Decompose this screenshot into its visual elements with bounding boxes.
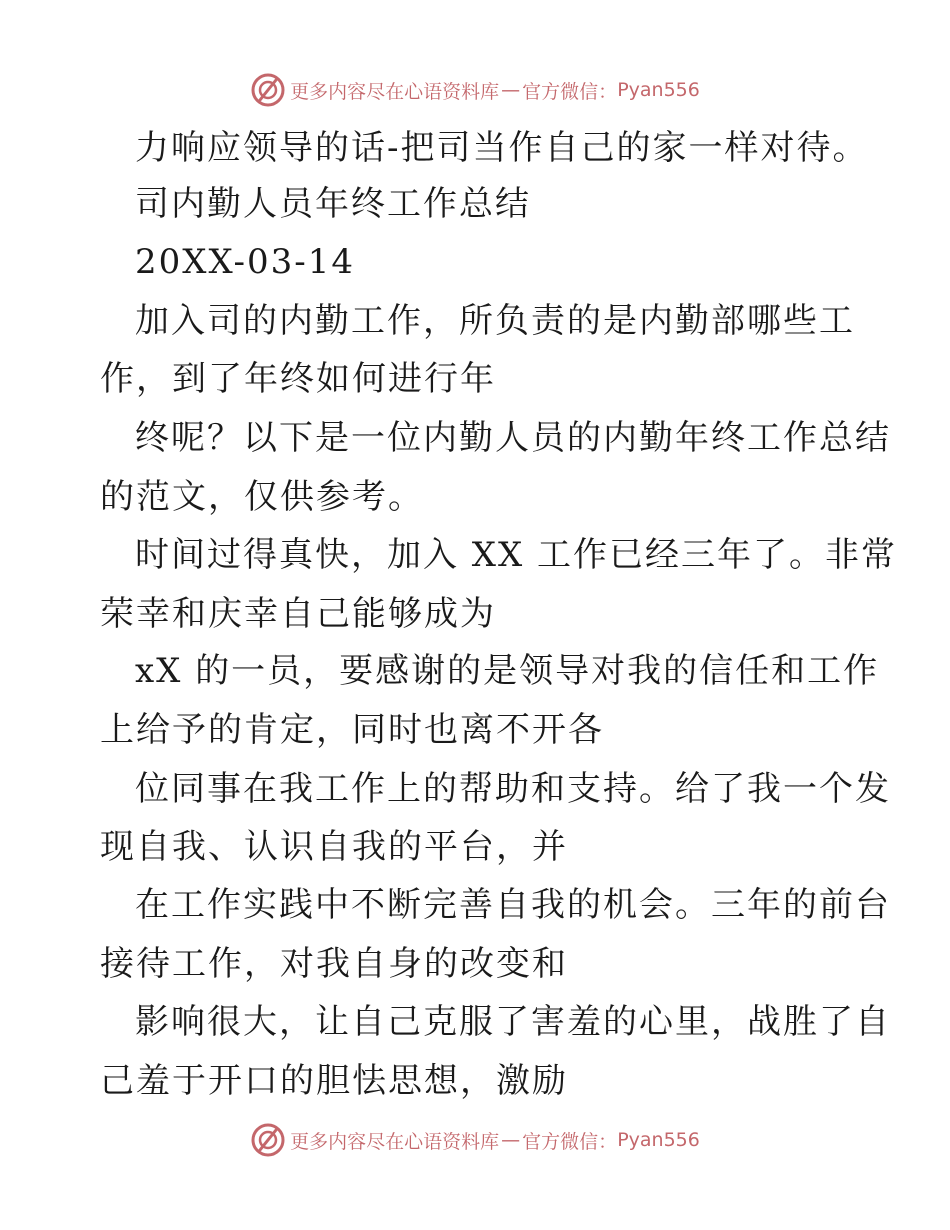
banner-text: 更多内容尽在心语资料库 — [290, 1130, 500, 1153]
text-line: 位同事在我工作上的帮助和支持。给了我一个发 — [135, 769, 891, 809]
banner-wechat-label: 官方微信： — [522, 1130, 618, 1153]
text-line: 作，到了年终如何进行年 — [100, 359, 496, 399]
header-banner — [0, 70, 950, 110]
banner-dash: — — [501, 1129, 521, 1151]
banner-wechat-label: 官方微信： — [522, 80, 618, 103]
banner-text: 更多内容尽在心语资料库 — [290, 80, 500, 103]
text-line: 在工作实践中不断完善自我的机会。三年的前台 — [135, 885, 891, 925]
text-line: 加入司的内勤工作，所负责的是内勤部哪些工 — [135, 301, 855, 341]
logo-icon — [250, 1122, 286, 1158]
text-line: xX 的一员，要感谢的是领导对我的信任和工作 — [135, 651, 880, 691]
logo-icon — [250, 72, 286, 108]
text-line: 的范文，仅供参考。 — [100, 477, 424, 517]
text-line: 现自我、认识自我的平台，并 — [100, 827, 568, 867]
text-line: 接待工作，对我自身的改变和 — [100, 944, 568, 984]
text-line: 力响应领导的话-把司当作自己的家一样对待。 — [135, 128, 869, 168]
text-line: 上给予的肯定，同时也离不开各 — [100, 710, 604, 750]
text-line: 终呢？以下是一位内勤人员的内勤年终工作总结 — [135, 418, 891, 458]
text-line: 影响很大，让自己克服了害羞的心里，战胜了自 — [135, 1002, 891, 1042]
text-line: 时间过得真快，加入 XX 工作已经三年了。非常 — [135, 535, 898, 575]
banner-wechat-id: Pyan556 — [617, 79, 700, 101]
text-line: 司内勤人员年终工作总结 — [135, 184, 531, 224]
text-line: 20XX-03-14 — [135, 242, 355, 282]
footer-banner — [0, 1120, 950, 1160]
banner-wechat-id: Pyan556 — [617, 1129, 700, 1151]
text-line: 荣幸和庆幸自己能够成为 — [100, 594, 496, 634]
text-line: 己羞于开口的胆怯思想，激励 — [100, 1061, 568, 1101]
banner-dash: — — [501, 79, 521, 101]
